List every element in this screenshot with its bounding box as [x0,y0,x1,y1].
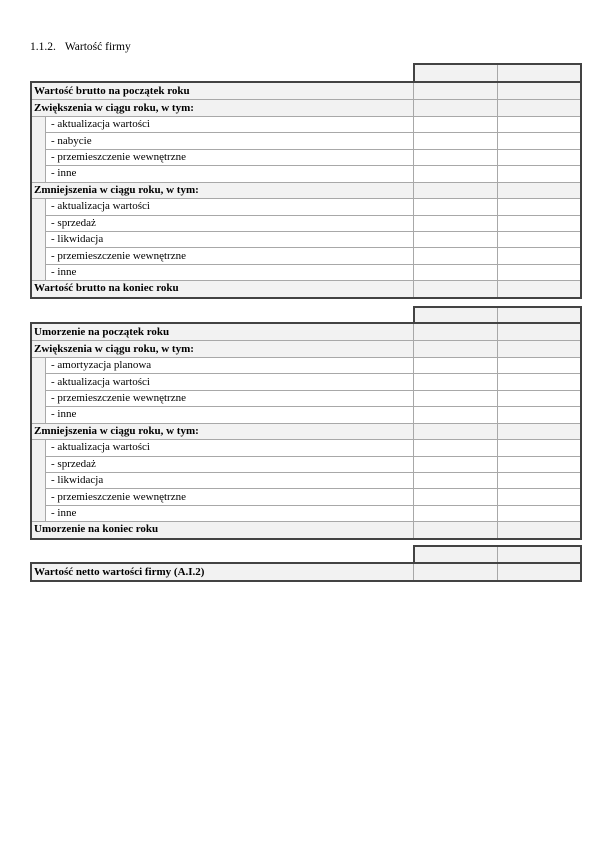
table-row [32,521,580,537]
indent-cell [32,247,45,263]
empty-value-cell [413,198,497,214]
table-row [32,264,580,280]
table-row [32,182,580,198]
row-label: - inne [45,505,413,521]
table-row [32,406,580,422]
empty-value-cell [413,505,497,521]
empty-value-cell [413,488,497,504]
empty-value-cell [413,406,497,422]
row-label: - aktualizacja wartości [45,116,413,132]
table-row [32,324,580,340]
table-row [32,149,580,165]
value-columns-header-2 [413,306,582,322]
indent-cell [32,373,45,389]
empty-value-cell [413,182,497,198]
header-value-cell [497,308,580,322]
empty-value-cell [413,472,497,488]
empty-value-cell [413,456,497,472]
empty-value-cell [497,280,580,296]
row-label: Zmniejszenia w ciągu roku, w tym: [32,182,413,198]
empty-value-cell [497,99,580,115]
row-label: - likwidacja [45,231,413,247]
table-row [32,247,580,263]
indent-cell [32,357,45,373]
empty-value-cell [497,83,580,99]
indent-cell [32,456,45,472]
section-number: 1.1.2. [30,41,56,53]
empty-value-cell [413,264,497,280]
table-wartosc-netto [30,562,582,582]
empty-value-cell [497,324,580,340]
row-label: Zmniejszenia w ciągu roku, w tym: [32,423,413,439]
row-label: Wartość brutto na początek roku [32,83,413,99]
empty-value-cell [497,390,580,406]
empty-value-cell [413,373,497,389]
indent-cell [32,149,45,165]
table-row [32,132,580,148]
empty-value-cell [413,165,497,181]
row-label: Wartość netto wartości firmy (A.I.2) [32,564,413,580]
empty-value-cell [413,132,497,148]
empty-value-cell [497,149,580,165]
table-row [32,165,580,181]
indent-cell [32,406,45,422]
table-row [32,456,580,472]
empty-value-cell [413,231,497,247]
empty-value-cell [413,390,497,406]
empty-value-cell [413,439,497,455]
row-label: - nabycie [45,132,413,148]
row-label: Umorzenie na początek roku [32,324,413,340]
table-row [32,505,580,521]
table-row [32,439,580,455]
table-row [32,116,580,132]
table-row [32,488,580,504]
table-row [32,472,580,488]
empty-value-cell [413,99,497,115]
header-value-cell [415,308,497,322]
empty-value-cell [413,149,497,165]
row-label: Zwiększenia w ciągu roku, w tym: [32,340,413,356]
indent-cell [32,215,45,231]
empty-value-cell [497,439,580,455]
indent-cell [32,390,45,406]
empty-value-cell [497,116,580,132]
empty-value-cell [413,116,497,132]
table-row [32,373,580,389]
empty-value-cell [497,472,580,488]
table-row [32,83,580,99]
indent-cell [32,505,45,521]
indent-cell [32,132,45,148]
row-label: - przemieszczenie wewnętrzne [45,390,413,406]
table-row [32,340,580,356]
empty-value-cell [497,215,580,231]
table-row [32,231,580,247]
row-label: - inne [45,165,413,181]
empty-value-cell [497,132,580,148]
indent-cell [32,198,45,214]
empty-value-cell [413,521,497,537]
row-label: - przemieszczenie wewnętrzne [45,247,413,263]
table-row [32,390,580,406]
indent-cell [32,231,45,247]
empty-value-cell [497,357,580,373]
row-label: - amortyzacja planowa [45,357,413,373]
row-label: - inne [45,406,413,422]
empty-value-cell [413,340,497,356]
empty-value-cell [413,564,497,580]
table-row [32,198,580,214]
empty-value-cell [497,456,580,472]
value-columns-header-3 [413,545,582,562]
row-label: - inne [45,264,413,280]
indent-cell [32,488,45,504]
header-value-cell [497,547,580,562]
section-title: Wartość firmy [64,41,131,53]
row-label: - aktualizacja wartości [45,198,413,214]
empty-value-cell [413,423,497,439]
table-row [32,564,580,580]
empty-value-cell [497,564,580,580]
value-columns-header-1 [413,63,582,81]
table-row [32,423,580,439]
header-value-cell [497,65,580,81]
empty-value-cell [413,83,497,99]
indent-cell [32,264,45,280]
empty-value-cell [497,340,580,356]
empty-value-cell [497,505,580,521]
empty-value-cell [413,247,497,263]
header-value-cell [415,65,497,81]
row-label: - przemieszczenie wewnętrzne [45,149,413,165]
indent-cell [32,472,45,488]
row-label: - przemieszczenie wewnętrzne [45,488,413,504]
empty-value-cell [497,182,580,198]
indent-cell [32,116,45,132]
empty-value-cell [497,247,580,263]
table-row [32,215,580,231]
empty-value-cell [497,521,580,537]
row-label: - sprzedaż [45,456,413,472]
table-row [32,357,580,373]
empty-value-cell [413,324,497,340]
row-label: - sprzedaż [45,215,413,231]
table-umorzenie [30,322,582,540]
empty-value-cell [497,423,580,439]
empty-value-cell [497,406,580,422]
empty-value-cell [497,231,580,247]
table-row [32,280,580,296]
empty-value-cell [497,488,580,504]
row-label: - likwidacja [45,472,413,488]
empty-value-cell [497,373,580,389]
header-value-cell [415,547,497,562]
row-label: - aktualizacja wartości [45,439,413,455]
empty-value-cell [497,165,580,181]
row-label: Wartość brutto na koniec roku [32,280,413,296]
row-label: - aktualizacja wartości [45,373,413,389]
table-row [32,99,580,115]
row-label: Umorzenie na koniec roku [32,521,413,537]
page-title [30,41,131,53]
indent-cell [32,165,45,181]
row-label: Zwiększenia w ciągu roku, w tym: [32,99,413,115]
empty-value-cell [497,198,580,214]
empty-value-cell [497,264,580,280]
indent-cell [32,439,45,455]
empty-value-cell [413,357,497,373]
table-wartosc-brutto [30,81,582,299]
empty-value-cell [413,280,497,296]
empty-value-cell [413,215,497,231]
